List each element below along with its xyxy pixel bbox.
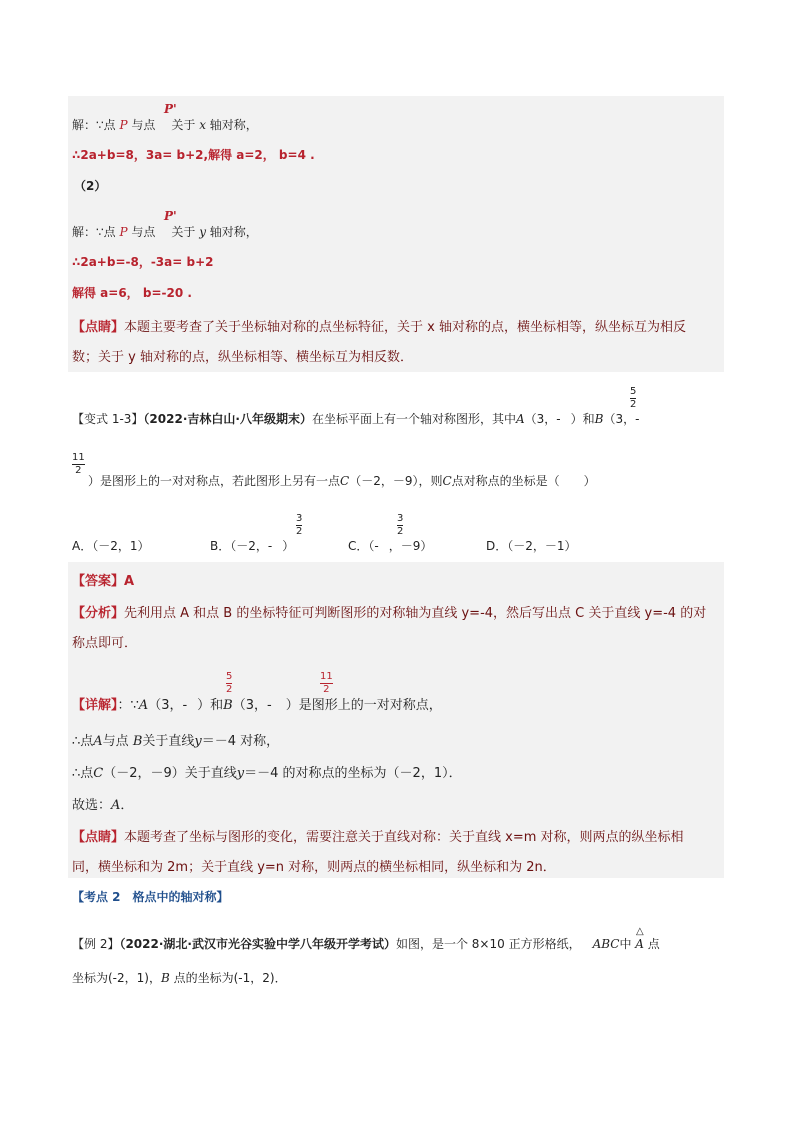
part-2-label: （2） <box>74 179 107 193</box>
example-line-1: 【例 2】（2022·湖北·武汉市光谷实验中学八年级开学考试）如图，是一个 8×10 正方形格纸， ABC中 A 点 <box>72 937 660 951</box>
solution-line-1: 解：∵点 P 与点 关于 x 轴对称， <box>72 118 258 132</box>
dianjing-1: 【点睛】本题主要考查了关于坐标轴对称的点坐标特征，关于 x 轴对称的点，横坐标相等，纵坐标互为相反 <box>72 320 686 335</box>
fraction-11-2-b: 11 2 <box>320 671 333 695</box>
question-line-2: ）是图形上的一对对称点，若此图形上另有一点C（－2，－9），则C点对称点的坐标是（ ） <box>88 474 596 488</box>
dianjing-1b: 数；关于 y 轴对称的点，纵坐标相等、横坐标互为相反数． <box>72 350 413 365</box>
answer-line: 【答案】A <box>72 574 135 589</box>
fraction-11-2: 11 2 <box>72 452 85 476</box>
solution-line-6: 解得 a=6， b=-20 . <box>72 286 192 300</box>
option-c: C．（- ，－9） <box>348 539 433 553</box>
section-title: 【考点 2 格点中的轴对称】 <box>72 890 229 904</box>
fraction-5-2: 5 2 <box>630 386 637 410</box>
fenxi-line-2: 称点即可． <box>72 636 138 651</box>
xiangjie-line-2: ∴点A与点 B关于直线y＝－4 对称， <box>72 734 280 749</box>
dianjing-2b: 同，横坐标和为 2m；关于直线 y=n 对称，则两点的横坐标相同，纵坐标和为 2n． <box>72 860 556 875</box>
option-b: B．（－2，- ） <box>210 539 295 553</box>
xiangjie-line-1: 【详解】：∵A（3，- ）和B（3，- ）是图形上的一对对称点， <box>72 698 442 713</box>
solution-line-5: ∴2a+b=-8，-3a= b+2 <box>72 255 214 269</box>
question-line-1: 【变式 1-3】（2022·吉林白山·八年级期末）在坐标平面上有一个轴对称图形，其中A（3，- ）和B（3，- <box>72 412 640 426</box>
solution-line-4: 解：∵点 P 与点 关于 y 轴对称， <box>72 225 258 239</box>
fraction-5-2-b: 5 2 <box>226 671 233 695</box>
option-a: A．（－2，1） <box>72 539 150 553</box>
p-prime-symbol: P' <box>164 102 177 116</box>
fenxi-line-1: 【分析】先利用点 A 和点 B 的坐标特征可判断图形的对称轴为直线 y=-4，然后写出点 C 关于直线 y=-4 的对 <box>72 606 707 621</box>
example-line-2: 坐标为(-2，1)，B 点的坐标为(-1，2)． <box>72 971 287 985</box>
triangle-symbol: △ <box>636 926 644 937</box>
xiangjie-line-3: ∴点C（－2，－9）关于直线y＝－4 的对称点的坐标为（－2，1）． <box>72 766 462 781</box>
fraction-3-2-b: 3 2 <box>296 513 303 537</box>
option-d: D．（－2，－1） <box>486 539 577 553</box>
dianjing-2: 【点睛】本题考查了坐标与图形的变化，需要注意关于直线对称：关于直线 x=m 对称，则两点的纵坐标相 <box>72 830 684 845</box>
p-prime-symbol-2: P' <box>164 209 177 223</box>
fraction-3-2-c: 3 2 <box>397 513 404 537</box>
solution-line-2: ∴2a+b=8，3a= b+2,解得 a=2， b=4 . <box>72 148 315 162</box>
xiangjie-line-4: 故选：A． <box>72 798 134 813</box>
